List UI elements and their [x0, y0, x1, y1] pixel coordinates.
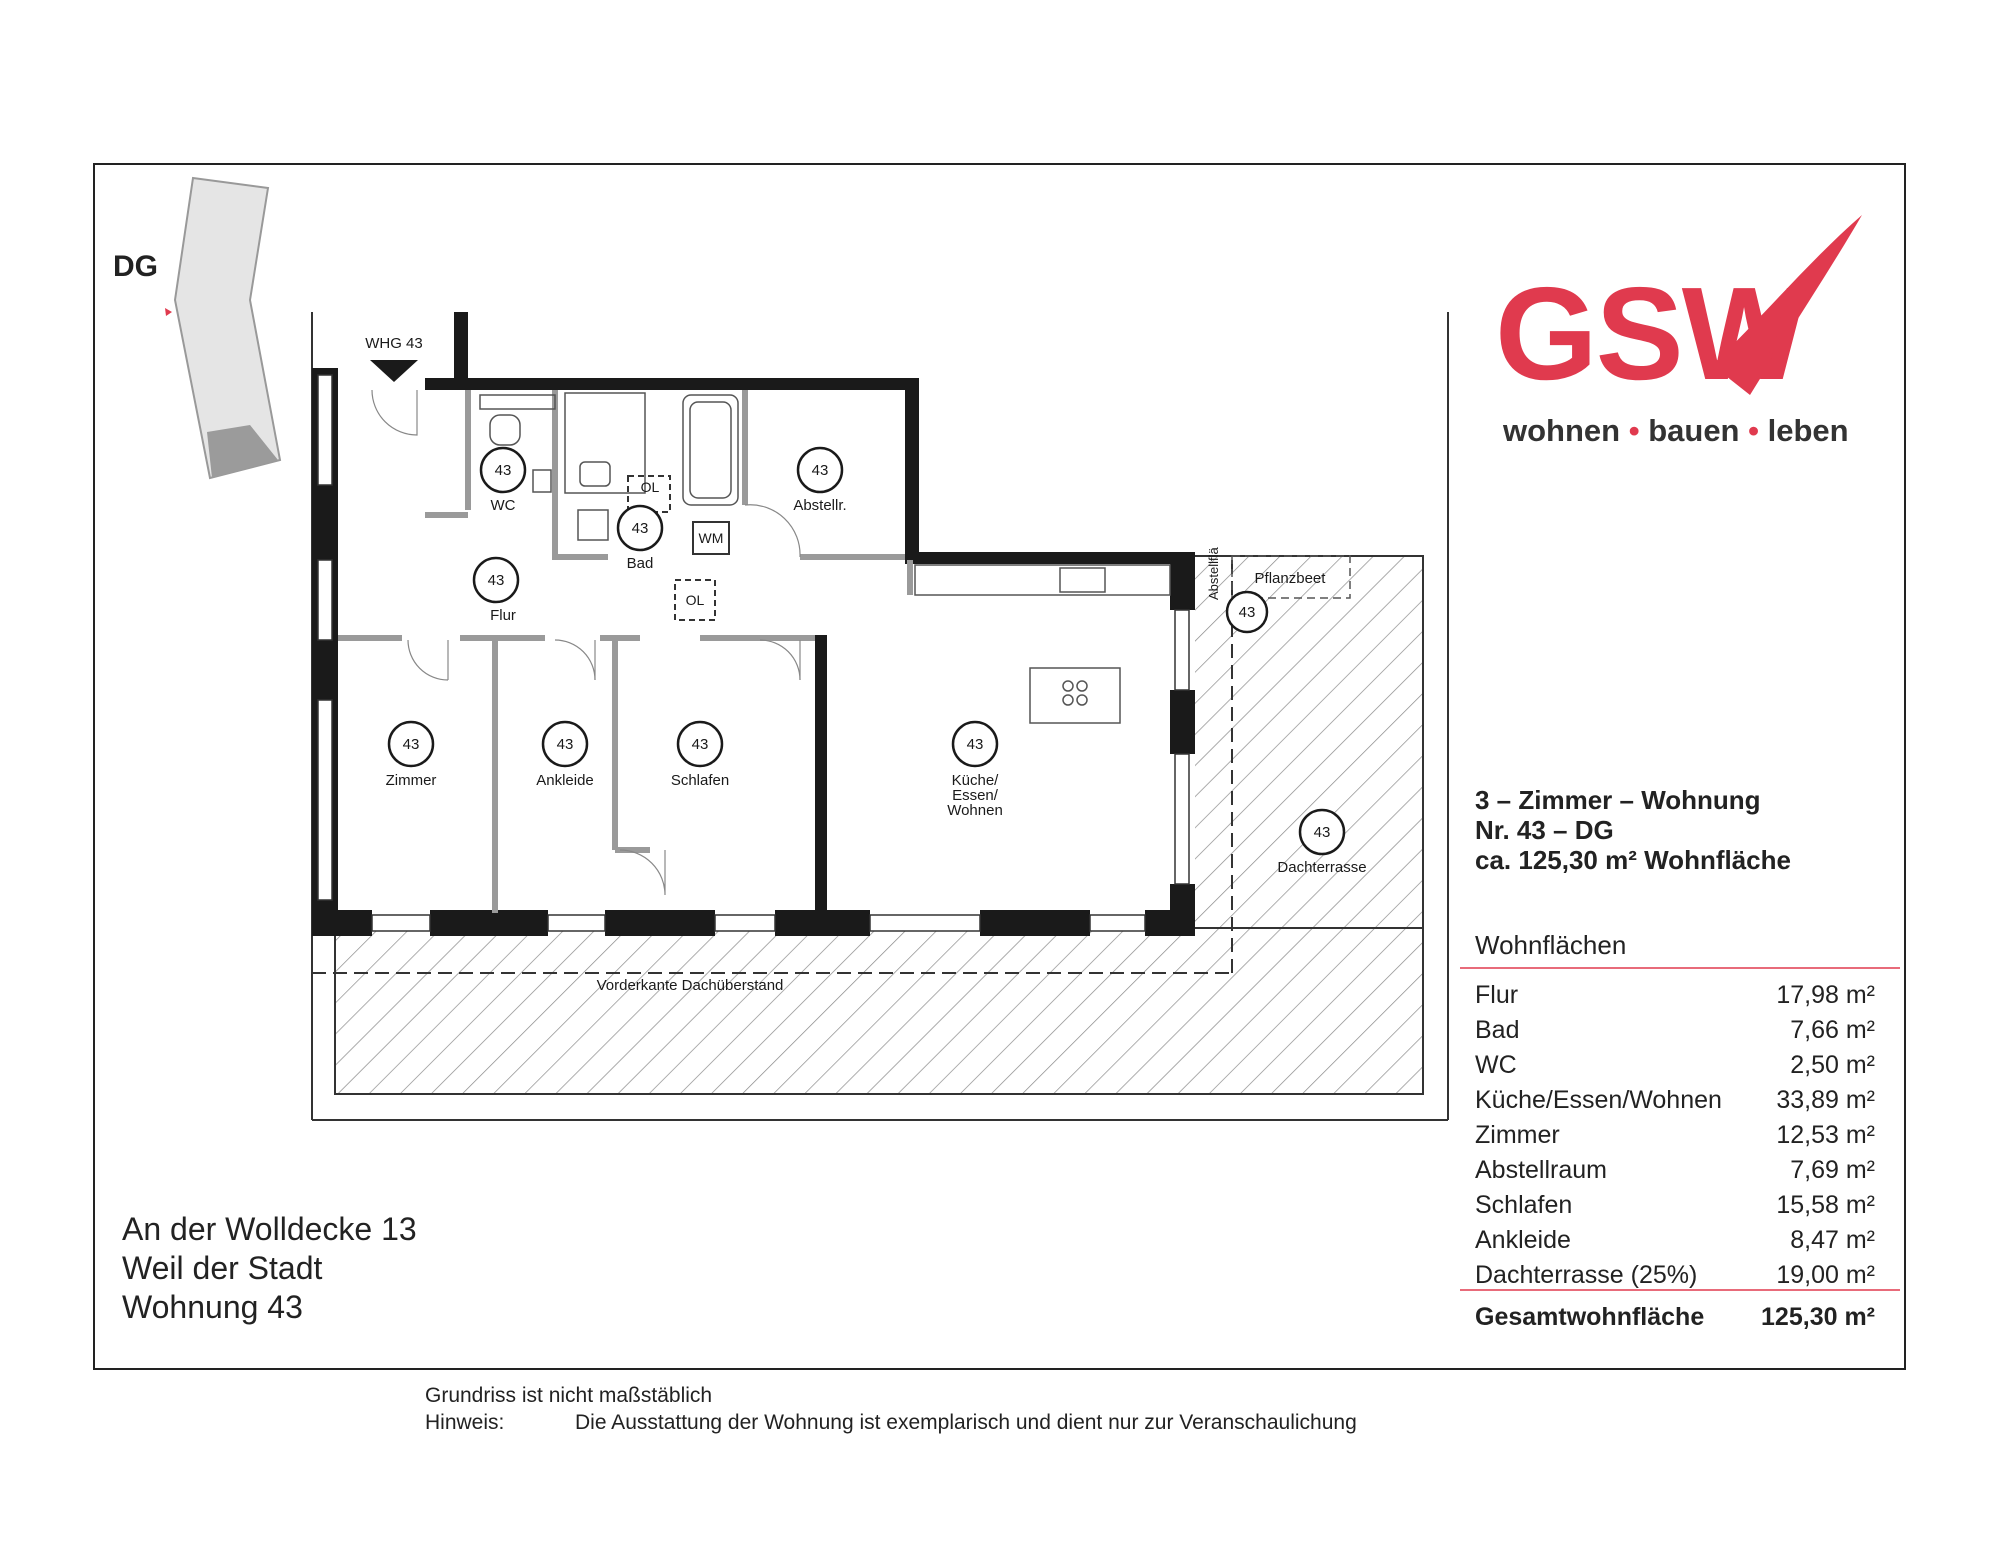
- room-label-schlafen: Schlafen: [670, 772, 730, 789]
- marker-wc: 43: [494, 462, 512, 479]
- area-name: Ankleide: [1475, 1226, 1571, 1254]
- room-label-abstellflaeche: Abstellflä: [1206, 547, 1221, 600]
- room-label-kueche-2: Essen/: [952, 787, 998, 804]
- room-label-kueche-1: Küche/: [951, 772, 999, 789]
- total-value: 125,30 m²: [1761, 1303, 1875, 1331]
- area-value: 8,47 m²: [1790, 1226, 1875, 1254]
- room-label-bad: Bad: [626, 555, 654, 572]
- area-row: [1475, 1083, 1875, 1118]
- address-city: Weil der Stadt: [122, 1250, 323, 1286]
- area-name: Küche/Essen/Wohnen: [1475, 1086, 1722, 1114]
- unit-area: ca. 125,30 m² Wohnfläche: [1475, 845, 1791, 875]
- tagline-word-2: bauen: [1648, 413, 1740, 448]
- area-value: 33,89 m²: [1776, 1086, 1875, 1114]
- room-label-kueche-3: Wohnen: [947, 802, 1003, 819]
- marker-kueche: 43: [966, 736, 984, 753]
- total-name: Gesamtwohnfläche: [1475, 1303, 1705, 1331]
- room-label-dachterrasse: Dachterrasse: [1277, 859, 1367, 876]
- entrance-label: WHG 43: [365, 335, 423, 352]
- marker-bad: 43: [631, 520, 649, 537]
- unit-number: Nr. 43 – DG: [1475, 815, 1614, 845]
- areas-title: Wohnflächen: [1475, 930, 1627, 960]
- total-row: [1475, 1303, 1875, 1332]
- room-label-pflanzbeet: Pflanzbeet: [1254, 570, 1326, 587]
- area-value: 2,50 m²: [1790, 1051, 1875, 1079]
- hinweis-text: Die Ausstattung der Wohnung ist exemplarisch und dient nur zur Veranschaulichung: [575, 1411, 1357, 1434]
- floor-label: DG: [113, 250, 158, 283]
- area-row: [1475, 1013, 1875, 1048]
- area-value: 7,66 m²: [1790, 1016, 1875, 1044]
- logo-letters: GSW: [1495, 260, 1805, 407]
- area-value: 17,98 m²: [1776, 981, 1875, 1009]
- doors: [372, 390, 800, 895]
- hinweis-label: Hinweis:: [425, 1411, 505, 1434]
- site-key-plan: [165, 178, 280, 478]
- unit-info: [1475, 785, 1791, 875]
- area-name: Schlafen: [1475, 1191, 1573, 1219]
- fixture-ol-1: OL: [640, 479, 660, 495]
- area-row: [1475, 1188, 1875, 1223]
- area-name: Bad: [1475, 1016, 1520, 1044]
- area-row: [1475, 1153, 1875, 1188]
- room-label-abstellr: Abstellr.: [793, 497, 847, 514]
- marker-flur: 43: [487, 572, 505, 589]
- area-row: [1475, 978, 1875, 1013]
- address: [122, 1210, 417, 1327]
- marker-schlafen: 43: [691, 736, 709, 753]
- tagline-word-1: wohnen: [1503, 413, 1621, 448]
- area-name: Zimmer: [1475, 1121, 1560, 1149]
- entrance-arrow-icon: [370, 360, 418, 382]
- marker-dachterrasse: 43: [1313, 824, 1331, 841]
- room-label-flur: Flur: [490, 607, 516, 624]
- fixture-wm: WM: [698, 530, 724, 546]
- tagline-dot-icon: •: [1748, 413, 1768, 448]
- unit-type: 3 – Zimmer – Wohnung: [1475, 785, 1761, 815]
- area-row: [1475, 1048, 1875, 1083]
- marker-zimmer: 43: [402, 736, 420, 753]
- kitchen-fixtures: [915, 565, 1170, 723]
- area-value: 19,00 m²: [1776, 1261, 1875, 1289]
- marker-ankleide: 43: [556, 736, 574, 753]
- area-name: Flur: [1475, 981, 1519, 1009]
- room-label-zimmer: Zimmer: [385, 772, 437, 789]
- area-row: [1475, 1258, 1875, 1293]
- area-name: Abstellraum: [1475, 1156, 1607, 1184]
- area-value: 15,58 m²: [1776, 1191, 1875, 1219]
- address-unit: Wohnung 43: [122, 1289, 303, 1325]
- area-row: [1475, 1118, 1875, 1153]
- area-name: WC: [1475, 1051, 1517, 1079]
- windows: [318, 375, 1189, 931]
- area-value: 7,69 m²: [1790, 1156, 1875, 1184]
- marker-abstellr: 43: [811, 462, 829, 479]
- fixture-ol-2: OL: [685, 592, 705, 608]
- area-row: [1475, 1223, 1875, 1258]
- footer-notes: [425, 1382, 1357, 1436]
- area-value: 12,53 m²: [1776, 1121, 1875, 1149]
- footer-hinweis: [425, 1409, 1357, 1436]
- area-name: Dachterrasse (25%): [1475, 1261, 1698, 1289]
- marker-abstellflaeche: 43: [1238, 604, 1256, 621]
- logo-tagline: [1503, 413, 1849, 449]
- footer-scale-note: Grundriss ist nicht maßstäblich: [425, 1384, 713, 1407]
- walls: [312, 312, 1195, 936]
- address-street: An der Wolldecke 13: [122, 1211, 417, 1247]
- tagline-dot-icon: •: [1628, 413, 1649, 448]
- tagline-word-3: leben: [1767, 413, 1849, 448]
- overhang-label: Vorderkante Dachüberstand: [596, 977, 784, 994]
- room-label-ankleide: Ankleide: [536, 772, 594, 789]
- area-list: [1475, 978, 1875, 1293]
- room-label-wc: WC: [490, 497, 516, 514]
